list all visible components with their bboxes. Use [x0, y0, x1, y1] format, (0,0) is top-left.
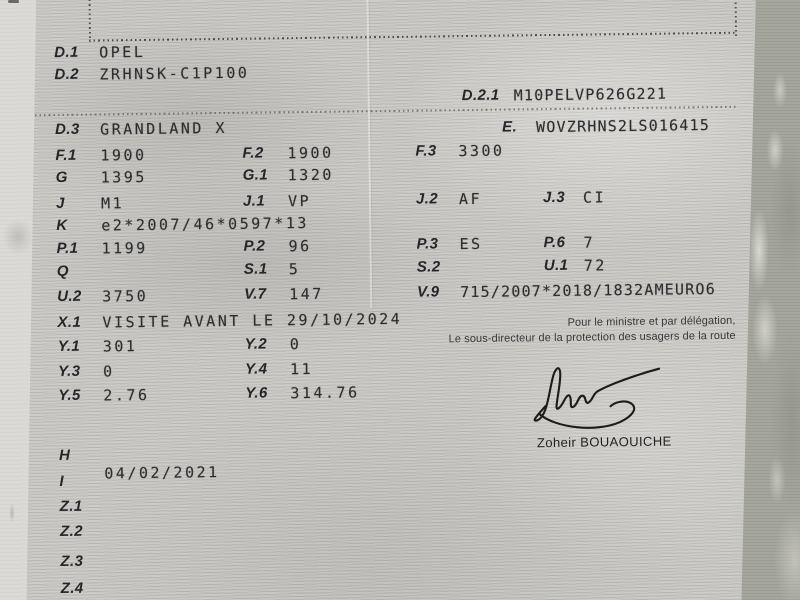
field-z3-label: Z.3	[60, 552, 84, 571]
field-row-k	[1, 208, 761, 235]
field-row-d2	[0, 57, 760, 84]
field-g1-value: 1320	[287, 165, 334, 185]
field-j-value: M1	[100, 194, 125, 213]
signer-name: Zoheir BOUAOUICHE	[536, 433, 672, 451]
field-p3-value: ES	[459, 234, 483, 254]
field-y1-label: Y.1	[57, 337, 81, 356]
field-p6-value: 7	[583, 233, 596, 252]
field-y5-value: 2.76	[103, 385, 150, 405]
field-row-z1	[5, 489, 765, 516]
field-v7-value: 147	[289, 284, 324, 304]
field-y4-value: 11	[289, 359, 314, 379]
field-d3-label: D.3	[55, 120, 80, 139]
field-y3-label: Y.3	[57, 362, 81, 381]
delegation-text	[432, 314, 735, 348]
field-f1-label: F.1	[55, 146, 77, 165]
field-k-label: K	[56, 216, 68, 235]
field-d1-label: D.1	[54, 43, 79, 62]
field-u2-value: 3750	[102, 286, 149, 306]
field-v7-label: V.7	[244, 285, 267, 303]
field-d2-label: D.2	[54, 65, 80, 84]
field-j2-value: AF	[458, 189, 483, 209]
field-y2-value: 0	[289, 335, 302, 354]
field-row-g	[1, 160, 761, 187]
field-f3-label: F.3	[415, 142, 437, 160]
field-x1-label: X.1	[57, 313, 82, 332]
field-y4-label: Y.4	[244, 360, 268, 378]
field-j-label: J	[55, 194, 65, 213]
field-y1-value: 301	[102, 337, 138, 356]
field-x1-value: VISITE AVANT LE 29/10/2024	[102, 309, 403, 332]
field-p6-label: P.6	[543, 233, 566, 252]
field-q-label: Q	[56, 262, 70, 281]
field-i-label: I	[59, 472, 65, 491]
field-row-z2	[5, 514, 765, 541]
field-y3-value: 0	[102, 362, 115, 381]
field-h-label: H	[58, 446, 71, 465]
field-z2-label: Z.2	[59, 522, 84, 541]
field-s1-label: S.1	[243, 260, 268, 278]
field-row-q	[2, 254, 762, 281]
field-y2-label: Y.2	[244, 335, 268, 353]
field-p1-value: 1199	[101, 238, 148, 258]
field-p2-value: 96	[288, 236, 312, 256]
field-y6-value: 314.76	[290, 383, 360, 403]
delegation-line1: Pour le ministre et par délégation,	[567, 314, 736, 329]
field-f3-value: 3300	[458, 141, 505, 161]
field-s1-value: 5	[288, 260, 301, 279]
field-g1-label: G.1	[242, 166, 269, 184]
delegation-line2: Le sous-directeur de la protection des usagers de la route	[448, 329, 736, 346]
field-p3-label: P.3	[416, 235, 439, 253]
field-row-i	[4, 464, 764, 491]
field-u1-label: U.1	[543, 256, 569, 275]
field-row-u2	[2, 279, 762, 306]
field-row-z4	[6, 571, 766, 598]
field-u1-value: 72	[583, 256, 607, 275]
field-p1-label: P.1	[56, 239, 79, 258]
paper-mark	[8, 0, 19, 3]
field-j1-label: J.1	[242, 192, 266, 210]
field-d2-value: ZRHNSK-C1P100	[99, 63, 250, 84]
field-g-label: G	[55, 168, 68, 187]
field-j1-value: VP	[287, 191, 312, 211]
field-i-value: 04/02/2021	[104, 463, 220, 483]
top-box-left-dotted-border	[89, 0, 92, 42]
field-v9-label: V.9	[417, 283, 440, 301]
field-y5-label: Y.5	[58, 386, 81, 405]
field-s2-label: S.2	[416, 258, 441, 276]
field-d1-value: OPEL	[99, 42, 146, 62]
field-p2-label: P.2	[243, 237, 266, 255]
field-z4-label: Z.4	[60, 579, 84, 598]
field-j3-value: CI	[582, 188, 607, 207]
handwritten-signature	[525, 361, 674, 433]
field-e-value: WOVZRHNS2LS016415	[536, 116, 711, 137]
field-d21-value: M10PELVP626G221	[513, 84, 668, 105]
field-k-value: e2*2007/46*0597*13	[101, 213, 309, 235]
field-j3-label: J.3	[542, 188, 566, 207]
field-f2-label: F.2	[242, 144, 264, 162]
field-e-label: E.	[502, 118, 518, 136]
field-row-z3	[5, 544, 765, 571]
field-f1-value: 1900	[100, 145, 147, 165]
field-d21-label: D.2.1	[461, 86, 500, 105]
field-u2-label: U.2	[57, 287, 82, 306]
field-g-value: 1395	[100, 167, 147, 187]
field-f2-value: 1900	[287, 143, 334, 163]
field-z1-label: Z.1	[59, 497, 83, 516]
field-y6-label: Y.6	[245, 384, 268, 402]
field-row-h	[4, 438, 764, 465]
field-v9-value: 715/2007*2018/1832AMEURO6	[460, 280, 717, 302]
field-j2-label: J.2	[415, 190, 439, 208]
field-row-p	[1, 231, 761, 258]
field-d3-value: GRANDLAND X	[100, 118, 228, 139]
